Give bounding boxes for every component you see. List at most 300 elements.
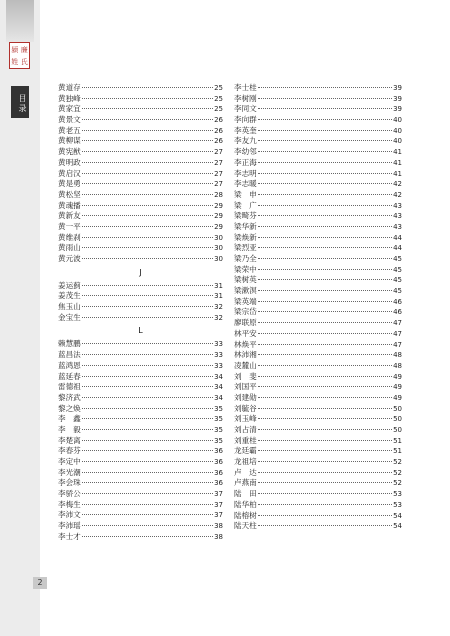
dot-leader: [82, 342, 213, 344]
dot-leader: [82, 172, 213, 174]
toc-right-column: [234, 83, 402, 532]
dot-leader: [82, 150, 213, 152]
toc-entry[interactable]: [58, 158, 223, 169]
toc-entry[interactable]: [234, 478, 402, 489]
toc-group-j: [58, 281, 223, 324]
entry-name: 李梅生: [58, 499, 81, 509]
toc-entry[interactable]: [234, 136, 402, 147]
entry-name: 黄景文: [58, 115, 81, 125]
dot-leader: [82, 118, 213, 120]
entry-page: 42: [393, 180, 402, 189]
toc-entry[interactable]: [58, 313, 223, 324]
toc-entry[interactable]: [234, 372, 402, 383]
entry-name: 金宝生: [58, 312, 81, 322]
toc-entry[interactable]: [234, 511, 402, 522]
entry-page: 49: [393, 393, 402, 402]
entry-name: 李向群: [234, 115, 257, 125]
toc-entry[interactable]: [58, 115, 223, 126]
entry-page: 53: [393, 490, 402, 499]
entry-page: 38: [214, 522, 223, 531]
entry-page: 26: [214, 126, 223, 135]
entry-page: 45: [393, 287, 402, 296]
toc-left-column: [58, 83, 223, 543]
entry-page: 37: [214, 511, 223, 520]
dot-leader: [258, 107, 392, 109]
entry-page: 38: [214, 532, 223, 541]
toc-entry[interactable]: [58, 500, 223, 511]
entry-name: 凌麓山: [234, 360, 257, 370]
dot-leader: [258, 268, 392, 270]
dot-leader: [82, 107, 213, 109]
dot-leader: [82, 492, 213, 494]
dot-leader: [258, 524, 392, 526]
toc-entry[interactable]: [58, 339, 223, 350]
entry-name: 黄独峰: [58, 93, 81, 103]
entry-name: 黄魂播: [58, 200, 81, 210]
toc-entry[interactable]: [58, 468, 223, 479]
dot-leader: [82, 449, 213, 451]
dot-leader: [258, 353, 392, 355]
dot-leader: [258, 439, 392, 441]
entry-page: 35: [214, 425, 223, 434]
dot-leader: [82, 375, 213, 377]
dot-leader: [258, 86, 392, 88]
dot-leader: [82, 139, 213, 141]
entry-name: 雷德祖: [58, 382, 81, 392]
toc-entry[interactable]: [234, 254, 402, 265]
toc-entry[interactable]: [58, 222, 223, 233]
toc-entry[interactable]: [58, 291, 223, 302]
entry-name: 梁乃全: [234, 254, 257, 263]
dot-leader: [82, 503, 213, 505]
entry-page: 26: [214, 116, 223, 125]
entry-page: 29: [214, 222, 223, 231]
entry-page: 30: [214, 244, 223, 253]
entry-name: 刘 斐: [234, 371, 257, 381]
entry-name: 李友九: [234, 136, 257, 146]
entry-page: 48: [393, 351, 402, 360]
entry-name: 李志明: [234, 168, 257, 178]
entry-page: 54: [393, 511, 402, 520]
toc-entry[interactable]: [58, 382, 223, 393]
dot-leader: [82, 513, 213, 515]
entry-page: 52: [393, 458, 402, 467]
toc-entry[interactable]: [234, 436, 402, 447]
entry-name: 刘国平: [234, 382, 257, 392]
entry-name: 李同文: [234, 104, 257, 114]
entry-page: 43: [393, 222, 402, 231]
entry-name: 梁华新: [234, 221, 257, 231]
letter-heading-l: L: [138, 326, 143, 336]
toc-entry[interactable]: [234, 190, 402, 201]
toc-entry[interactable]: [234, 340, 402, 351]
entry-page: 36: [214, 468, 223, 477]
entry-page: 40: [393, 137, 402, 146]
entry-page: 40: [393, 126, 402, 135]
entry-name: 李光潮: [58, 467, 81, 477]
toc-entry[interactable]: [234, 318, 402, 329]
entry-name: 黄雨山: [58, 243, 81, 253]
toc-entry[interactable]: [58, 169, 223, 180]
entry-page: 43: [393, 212, 402, 221]
dot-leader: [82, 407, 213, 409]
entry-name: 黄老五: [58, 125, 81, 135]
entry-name: 刘毓谷: [234, 403, 257, 413]
entry-name: 梁焕新: [234, 232, 257, 242]
toc-entry[interactable]: [234, 382, 402, 393]
toc-entry[interactable]: [58, 404, 223, 415]
toc-entry[interactable]: [58, 361, 223, 372]
entry-page: 45: [393, 276, 402, 285]
entry-page: 53: [393, 500, 402, 509]
seal-char: 氏: [20, 58, 28, 66]
dot-leader: [258, 204, 392, 206]
entry-name: 李正海: [234, 157, 257, 167]
dot-leader: [258, 332, 392, 334]
entry-page: 45: [393, 255, 402, 263]
toc-entry[interactable]: [234, 126, 402, 137]
entry-name: 李 毅: [58, 424, 81, 434]
entry-name: 李树刚: [234, 93, 257, 103]
dot-leader: [258, 514, 392, 516]
dot-leader: [82, 246, 213, 248]
toc-entry[interactable]: [58, 233, 223, 244]
toc-entry[interactable]: [58, 510, 223, 521]
toc-entry[interactable]: [234, 265, 402, 276]
dot-leader: [258, 182, 392, 184]
entry-name: 李沛文: [58, 510, 81, 520]
entry-name: 姜茂生: [58, 291, 81, 301]
toc-entry[interactable]: [58, 489, 223, 500]
toc-entry[interactable]: [58, 126, 223, 137]
entry-page: 27: [214, 148, 223, 157]
entry-page: 46: [393, 308, 402, 317]
entry-name: 黄新友: [58, 211, 81, 221]
entry-page: 29: [214, 201, 223, 210]
entry-page: 37: [214, 490, 223, 499]
entry-page: 25: [214, 94, 223, 103]
entry-name: 黄是勇: [58, 179, 81, 189]
entry-page: 28: [214, 190, 223, 199]
entry-name: 梁漱溟: [234, 286, 257, 296]
dot-leader: [258, 407, 392, 409]
entry-name: 李定中: [58, 457, 81, 466]
toc-group-l-continued: [234, 83, 402, 532]
entry-name: 陆 田: [234, 489, 257, 499]
dot-leader: [258, 417, 392, 419]
entry-page: 44: [393, 233, 402, 242]
dot-leader: [258, 471, 392, 473]
dot-leader: [82, 97, 213, 99]
entry-name: 刘占清: [234, 425, 257, 434]
entry-name: 黎济武: [58, 392, 81, 402]
toc-entry[interactable]: [234, 457, 402, 468]
toc-entry[interactable]: [58, 179, 223, 190]
toc-entry[interactable]: [234, 243, 402, 254]
dot-leader: [258, 246, 392, 248]
entry-page: 33: [214, 340, 223, 349]
dot-leader: [258, 449, 392, 451]
entry-name: 梁畸芬: [234, 211, 257, 221]
entry-page: 35: [214, 404, 223, 413]
toc-group-h: [58, 83, 223, 265]
entry-page: 27: [214, 169, 223, 178]
entry-name: 廖联原: [234, 318, 257, 328]
dot-leader: [258, 492, 392, 494]
dot-leader: [258, 321, 392, 323]
entry-name: 蓝延春: [58, 371, 81, 381]
dot-leader: [82, 417, 213, 419]
toc-entry[interactable]: [58, 254, 223, 265]
toc-group-l: [58, 339, 223, 542]
toc-entry[interactable]: [234, 404, 402, 415]
entry-name: 黄家宜: [58, 104, 81, 114]
dot-leader: [258, 503, 392, 505]
entry-name: 李楚离: [58, 435, 81, 445]
dot-leader: [258, 375, 392, 377]
entry-page: 34: [214, 372, 223, 381]
entry-name: 陆榕树: [234, 510, 257, 520]
toc-entry[interactable]: [234, 361, 402, 372]
entry-name: 李志暖: [234, 179, 257, 189]
entry-page: 25: [214, 105, 223, 114]
toc-entry[interactable]: [234, 500, 402, 511]
dot-leader: [82, 204, 213, 206]
dot-leader: [82, 182, 213, 184]
seal-char: 颍: [11, 46, 19, 54]
entry-name: 梁树英: [234, 275, 257, 285]
toc-entry[interactable]: [58, 190, 223, 201]
toc-entry[interactable]: [234, 201, 402, 212]
dot-leader: [82, 316, 213, 318]
dot-leader: [82, 439, 213, 441]
entry-page: 41: [393, 169, 402, 178]
entry-name: 黄启汉: [58, 168, 81, 178]
entry-page: 51: [393, 447, 402, 456]
entry-name: 刘重桂: [234, 435, 257, 445]
entry-page: 36: [214, 479, 223, 488]
dot-leader: [82, 364, 213, 366]
entry-name: 梁宗岱: [234, 307, 257, 317]
entry-page: 31: [214, 292, 223, 301]
toc-entry[interactable]: [234, 233, 402, 244]
toc-entry[interactable]: [58, 211, 223, 222]
page-number: 2: [33, 577, 47, 589]
dot-leader: [258, 139, 392, 141]
toc-entry[interactable]: [234, 94, 402, 105]
entry-page: 46: [393, 297, 402, 306]
entry-page: 47: [393, 319, 402, 328]
entry-page: 44: [393, 244, 402, 253]
dot-leader: [258, 129, 392, 131]
dot-leader: [82, 396, 213, 398]
entry-page: 26: [214, 137, 223, 146]
toc-entry[interactable]: [58, 243, 223, 254]
dot-leader: [258, 214, 392, 216]
entry-page: 41: [393, 148, 402, 157]
toc-entry[interactable]: [234, 222, 402, 233]
entry-page: 36: [214, 447, 223, 456]
toc-entry[interactable]: [58, 83, 223, 94]
entry-name: 赖慧鹏: [58, 339, 81, 349]
entry-page: 49: [393, 372, 402, 381]
entry-page: 35: [214, 415, 223, 424]
entry-name: 黄道存: [58, 83, 81, 92]
toc-entry[interactable]: [58, 425, 223, 436]
dot-leader: [258, 460, 392, 462]
dot-leader: [82, 305, 213, 307]
toc-entry[interactable]: [58, 201, 223, 212]
entry-page: 36: [214, 458, 223, 466]
toc-entry[interactable]: [234, 104, 402, 115]
entry-name: 陆天柱: [234, 521, 257, 531]
entry-name: 黄维刹: [58, 232, 81, 242]
entry-page: 49: [393, 383, 402, 392]
entry-name: 黄柳谋: [58, 136, 81, 146]
toc-entry[interactable]: [58, 372, 223, 383]
entry-name: 黄宪猷: [58, 147, 81, 157]
toc-entry[interactable]: [58, 446, 223, 457]
dot-leader: [82, 524, 213, 526]
entry-name: 黄明政: [58, 157, 81, 167]
toc-entry[interactable]: [58, 94, 223, 105]
entry-page: 43: [393, 201, 402, 210]
entry-name: 林平安: [234, 328, 257, 338]
entry-page: 40: [393, 116, 402, 125]
entry-name: 李骄公: [58, 489, 81, 499]
toc-entry[interactable]: [234, 297, 402, 308]
dot-leader: [258, 364, 392, 366]
toc-entry[interactable]: [234, 179, 402, 190]
toc-entry[interactable]: [234, 275, 402, 286]
dot-leader: [82, 86, 213, 88]
entry-page: 51: [393, 436, 402, 445]
toc-entry[interactable]: [58, 393, 223, 404]
entry-page: 54: [393, 522, 402, 531]
toc-entry[interactable]: [234, 115, 402, 126]
entry-name: 梁 广: [234, 200, 257, 210]
toc-entry[interactable]: [234, 425, 402, 436]
entry-page: 30: [214, 255, 223, 263]
dot-leader: [82, 193, 213, 195]
toc-entry[interactable]: [234, 169, 402, 180]
toc-entry[interactable]: [234, 393, 402, 404]
toc-entry[interactable]: [234, 489, 402, 500]
entry-name: 李幼邻: [234, 147, 257, 157]
toc-entry[interactable]: [234, 158, 402, 169]
toc-entry[interactable]: [234, 211, 402, 222]
dot-leader: [258, 193, 392, 195]
dot-leader: [258, 385, 392, 387]
dot-leader: [258, 289, 392, 291]
toc-entry[interactable]: [234, 468, 402, 479]
dot-leader: [258, 428, 392, 430]
toc-entry[interactable]: [58, 532, 223, 543]
toc-entry[interactable]: [234, 307, 402, 318]
entry-name: 黄元波: [58, 254, 81, 263]
dot-leader: [82, 225, 213, 227]
toc-entry[interactable]: [58, 350, 223, 361]
entry-page: 37: [214, 500, 223, 509]
toc-entry[interactable]: [58, 521, 223, 532]
toc-entry[interactable]: [234, 521, 402, 532]
entry-page: 39: [393, 94, 402, 103]
entry-name: 卢 达: [234, 467, 257, 477]
toc-entry[interactable]: [234, 350, 402, 361]
entry-page: 34: [214, 383, 223, 392]
toc-entry[interactable]: [234, 414, 402, 425]
dot-leader: [258, 172, 392, 174]
entry-name: 梁烈亚: [234, 243, 257, 253]
toc-entry[interactable]: [58, 302, 223, 313]
entry-name: 梁 申: [234, 189, 257, 199]
dot-leader: [258, 161, 392, 163]
dot-leader: [258, 257, 392, 259]
entry-name: 黎之焕: [58, 403, 81, 413]
entry-name: 李 鑫: [58, 414, 81, 424]
sidebar-header-band: [6, 0, 34, 42]
entry-page: 33: [214, 361, 223, 370]
toc-entry[interactable]: [58, 104, 223, 115]
entry-page: 47: [393, 340, 402, 349]
entry-page: 31: [214, 281, 223, 290]
entry-name: 李沛瑶: [58, 521, 81, 531]
toc-entry[interactable]: [58, 457, 223, 468]
toc-entry[interactable]: [58, 147, 223, 158]
entry-name: 黄松坚: [58, 189, 81, 199]
entry-page: 48: [393, 361, 402, 370]
toc-entry[interactable]: [58, 136, 223, 147]
entry-name: 梁英端: [234, 296, 257, 306]
dot-leader: [82, 294, 213, 296]
entry-page: 39: [393, 84, 402, 92]
toc-entry[interactable]: [58, 281, 223, 292]
sidebar: [0, 0, 40, 636]
toc-entry[interactable]: [234, 286, 402, 297]
seal-logo: [9, 42, 30, 69]
entry-name: 刘玉峰: [234, 414, 257, 424]
entry-name: 蓝昌法: [58, 350, 81, 360]
entry-page: 50: [393, 404, 402, 413]
entry-page: 52: [393, 479, 402, 488]
toc-entry[interactable]: [234, 329, 402, 340]
toc-entry[interactable]: [58, 478, 223, 489]
toc-entry[interactable]: [58, 414, 223, 425]
dot-leader: [82, 353, 213, 355]
toc-entry[interactable]: [234, 83, 402, 94]
toc-entry[interactable]: [234, 147, 402, 158]
entry-name: 龙祖培: [234, 457, 257, 467]
seal-char: 姓: [11, 58, 19, 66]
entry-page: 34: [214, 393, 223, 402]
entry-name: 卢燕南: [234, 478, 257, 488]
dot-leader: [82, 428, 213, 430]
entry-name: 刘建勋: [234, 392, 257, 402]
toc-entry[interactable]: [234, 446, 402, 457]
entry-page: 32: [214, 313, 223, 322]
entry-page: 29: [214, 212, 223, 221]
dot-leader: [258, 396, 392, 398]
toc-entry[interactable]: [58, 436, 223, 447]
dot-leader: [258, 150, 392, 152]
entry-name: 焦玉山: [58, 302, 81, 312]
entry-page: 47: [393, 329, 402, 338]
entry-page: 39: [393, 105, 402, 114]
entry-name: 李春芬: [58, 446, 81, 456]
seal-char: 廉: [20, 46, 28, 54]
entry-page: 27: [214, 180, 223, 189]
dot-leader: [82, 284, 213, 286]
